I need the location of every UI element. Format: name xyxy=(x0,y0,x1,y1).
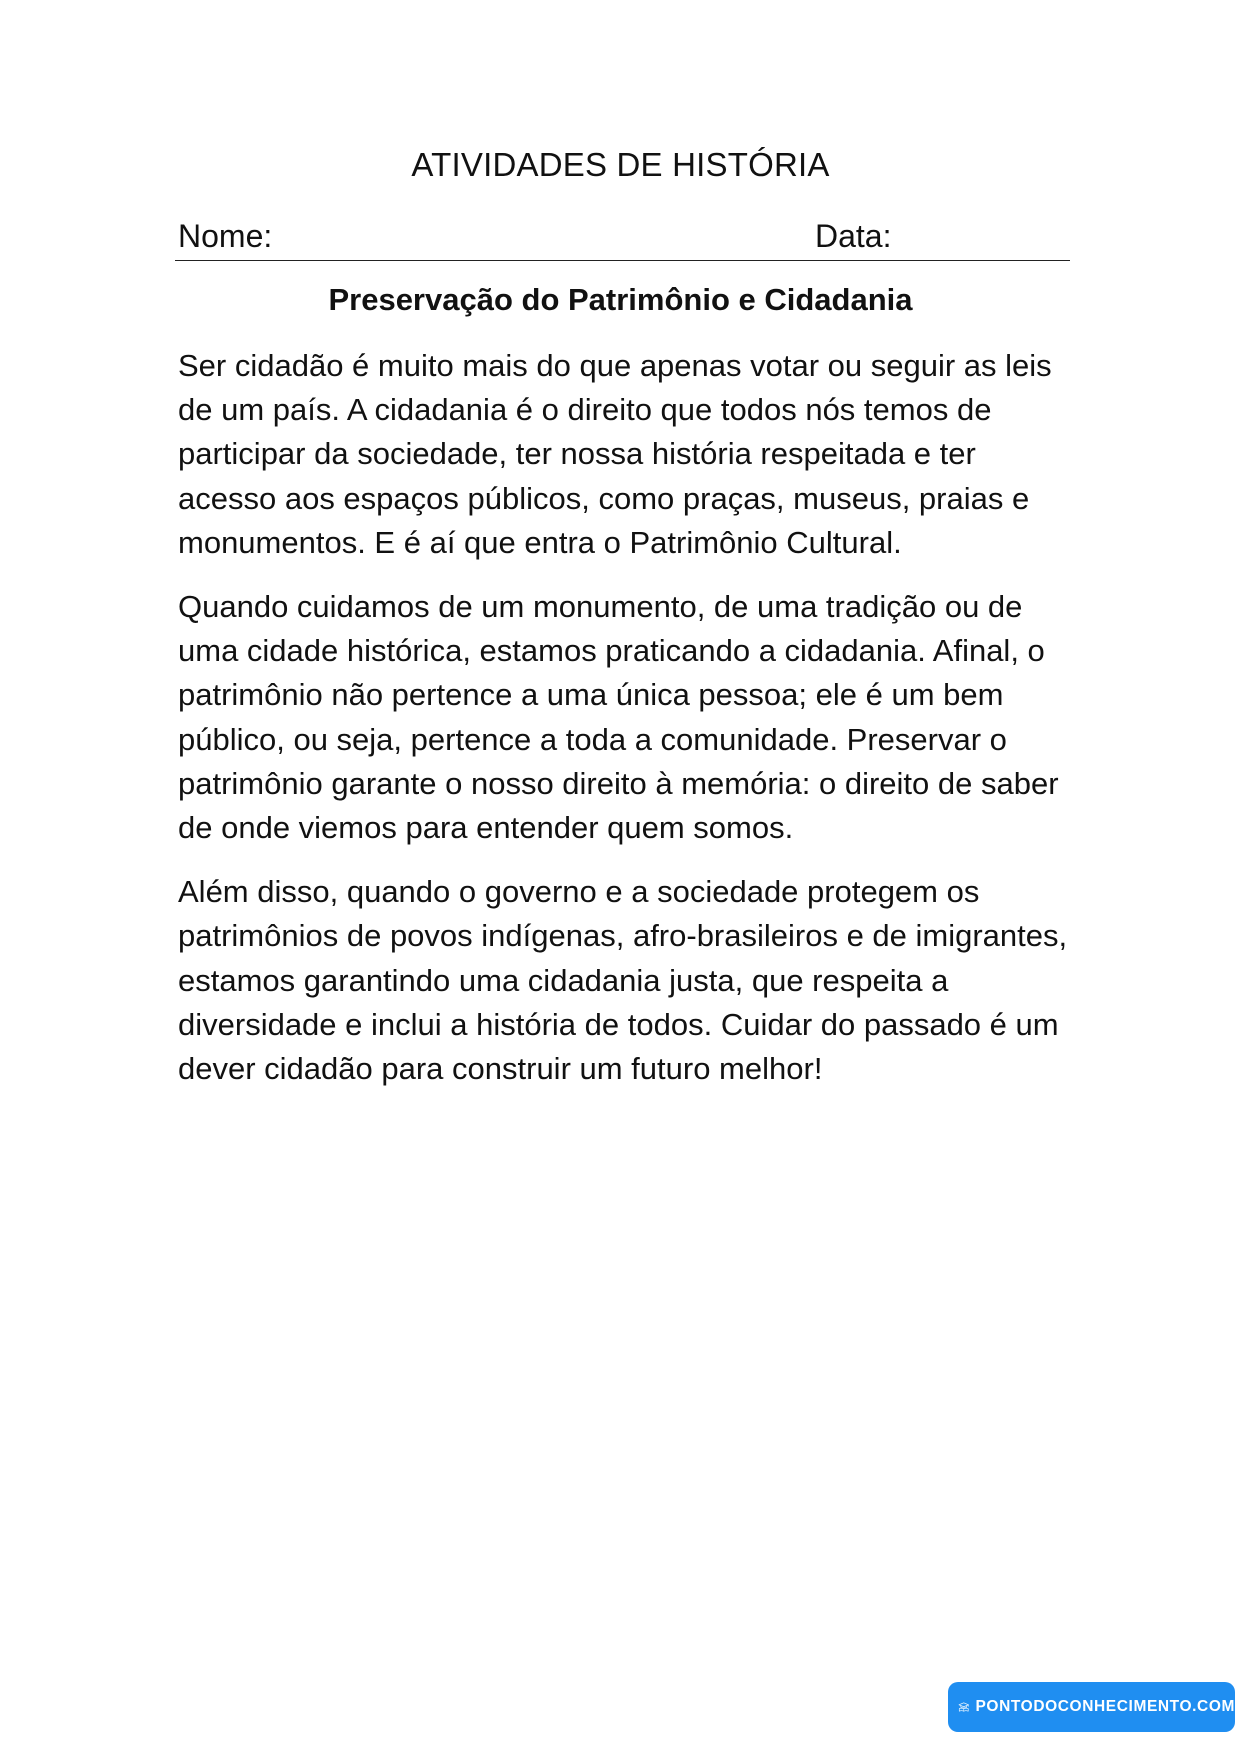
page-title: ATIVIDADES DE HISTÓRIA xyxy=(411,146,830,183)
graduation-cap-book-icon xyxy=(958,1692,969,1722)
text-title: Preservação do Patrimônio e Cidadania xyxy=(328,282,913,317)
name-label: Nome: xyxy=(178,218,273,254)
date-label: Data: xyxy=(815,218,892,254)
paragraph-2: Quando cuidamos de um monumento, de uma tradição ou de uma cidade histórica, estamos praticando a cidadania. Afinal, o patrimônio não pertence a uma única pessoa; ele é um bem público, ou seja, pertence a toda a comunidade. Preservar o patrimônio garante o nosso direito à memória: o direito de saber de onde viemos para entender quem somos. xyxy=(178,589,1059,846)
paragraph-3: Além disso, quando o governo e a sociedade protegem os patrimônios de povos indígenas, afro-brasileiros e de imigrantes, estamos garantindo uma cidadania justa, que respeita a diversidade e inclui a história de todos. Cuidar do passado é um dever cidadão para construir um futuro melhor! xyxy=(178,874,1068,1087)
watermark-text: PONTODOCONHECIMENTO.COM xyxy=(975,1698,1235,1715)
body-text xyxy=(178,344,1078,1111)
site-watermark xyxy=(948,1682,1235,1732)
name-date-line xyxy=(175,212,1070,261)
paragraph-1: Ser cidadão é muito mais do que apenas votar ou seguir as leis de um país. A cidadania é o direito que todos nós temos de participar da sociedade, ter nossa história respeitada e ter acesso aos espaços públicos, como praças, museus, praias e monumentos. E é aí que entra o Patrimônio Cultural. xyxy=(178,348,1052,560)
